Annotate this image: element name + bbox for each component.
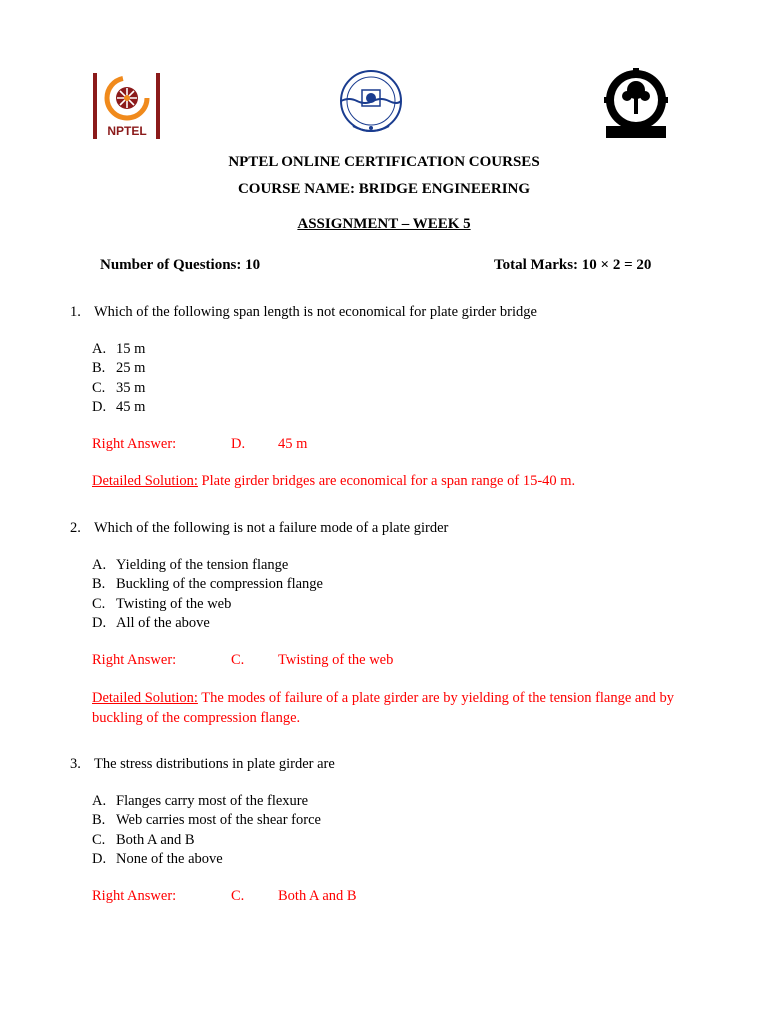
solution-text: Plate girder bridges are economical for a span range of 15-40 m. xyxy=(197,473,576,489)
question-text: The stress distributions in plate girder are xyxy=(94,756,335,772)
question-number: 1. xyxy=(70,304,81,320)
solution-label: Detailed Solution: xyxy=(92,473,198,489)
question-number: 2. xyxy=(70,520,81,536)
nptel-logo-text: NPTEL xyxy=(107,124,147,138)
num-questions: Number of Questions: 10 xyxy=(100,257,261,273)
question-3 xyxy=(0,756,768,776)
total-marks: Total Marks: 10 × 2 = 20 xyxy=(494,257,652,273)
course-heading: NPTEL ONLINE CERTIFICATION COURSES xyxy=(228,154,540,170)
question-text: Which of the following is not a failure mode of a plate girder xyxy=(94,520,449,536)
detailed-solution xyxy=(92,688,692,728)
question-1 xyxy=(0,304,768,324)
question-number: 3. xyxy=(70,756,81,772)
solution-text: The modes of failure of a plate girder are by yielding of the tension flange and by buckling of the compression flange. xyxy=(92,690,674,726)
iit-madras-emblem xyxy=(338,68,404,138)
iit-kharagpur-emblem xyxy=(600,66,672,142)
detailed-solution xyxy=(92,471,692,491)
assignment-title: ASSIGNMENT – WEEK 5 xyxy=(297,216,471,232)
course-name: COURSE NAME: BRIDGE ENGINEERING xyxy=(237,181,531,197)
question-text: Which of the following span length is not economical for plate girder bridge xyxy=(94,304,537,320)
nptel-logo xyxy=(92,72,162,140)
solution-label: Detailed Solution: xyxy=(92,690,198,706)
question-2 xyxy=(0,520,768,540)
